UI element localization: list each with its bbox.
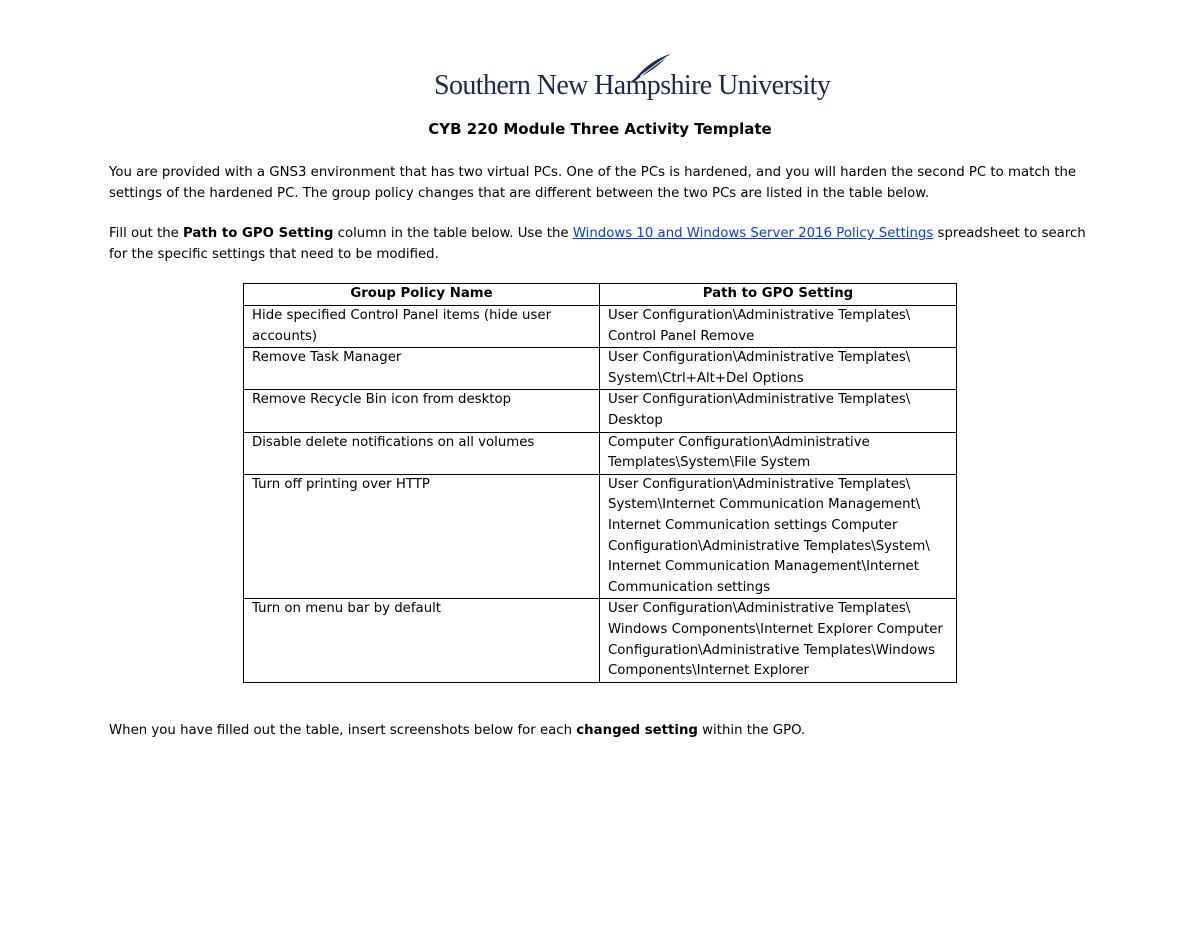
instructions-text-3: spreadsheet to search for the specific settings that need to be modified. <box>109 226 1086 262</box>
gpo-table <box>243 283 957 683</box>
gpo-path-cell: User Configuration\Administrative Templates\ Desktop <box>600 390 957 432</box>
policy-name-cell: Disable delete notifications on all volumes <box>244 432 600 474</box>
gpo-path-cell: User Configuration\Administrative Templates\ System\Internet Communication Management\ Internet Communication settings Computer Configuration\Administrative Templates\System\ Internet Communication Management\Internet Communication settings <box>600 474 957 599</box>
table-header-row <box>244 284 957 306</box>
instructions-text-2: column in the table below. Use the <box>333 226 573 241</box>
intro-paragraph: You are provided with a GNS3 environment that has two virtual PCs. One of the PCs is hardened, and you will harden the second PC to match the settings of the hardened PC. The group policy changes that are different between the two PCs are listed in the table below. <box>109 165 1077 201</box>
table-row <box>244 306 957 348</box>
policy-name-cell: Turn off printing over HTTP <box>244 474 600 599</box>
instructions-paragraph <box>109 224 1099 265</box>
policy-name-cell: Turn on menu bar by default <box>244 599 600 682</box>
policy-name-cell: Hide specified Control Panel items (hide user accounts) <box>244 306 600 348</box>
policy-name-cell: Remove Recycle Bin icon from desktop <box>244 390 600 432</box>
table-row <box>244 390 957 432</box>
closing-text-2: within the GPO. <box>697 723 806 738</box>
closing-bold: changed setting <box>576 723 698 738</box>
logo-wordmark: Southern New Hampshire University <box>434 70 831 101</box>
header-group-policy-name: Group Policy Name <box>244 284 600 306</box>
header-path-to-gpo: Path to GPO Setting <box>600 284 957 306</box>
gpo-path-cell: Computer Configuration\Administrative Templates\System\File System <box>600 432 957 474</box>
policy-name-cell: Remove Task Manager <box>244 348 600 390</box>
closing-paragraph <box>109 721 1099 742</box>
table-row <box>244 599 957 682</box>
gpo-path-cell: User Configuration\Administrative Templates\ Windows Components\Internet Explorer Computer Configuration\Administrative Templates\Windows Components\Internet Explorer <box>600 599 957 682</box>
instructions-bold-column: Path to GPO Setting <box>183 226 334 241</box>
university-logo <box>434 52 831 108</box>
closing-text-1: When you have filled out the table, insert screenshots below for each <box>109 723 577 738</box>
instructions-text-1: Fill out the <box>109 226 184 241</box>
gpo-path-cell: User Configuration\Administrative Templates\ System\Ctrl+Alt+Del Options <box>600 348 957 390</box>
document-title: CYB 220 Module Three Activity Template <box>428 120 772 138</box>
table-row <box>244 348 957 390</box>
table-row <box>244 432 957 474</box>
policy-settings-link[interactable]: Windows 10 and Windows Server 2016 Policy Settings <box>572 226 934 241</box>
gpo-path-cell: User Configuration\Administrative Templates\ Control Panel Remove <box>600 306 957 348</box>
table-row <box>244 474 957 599</box>
